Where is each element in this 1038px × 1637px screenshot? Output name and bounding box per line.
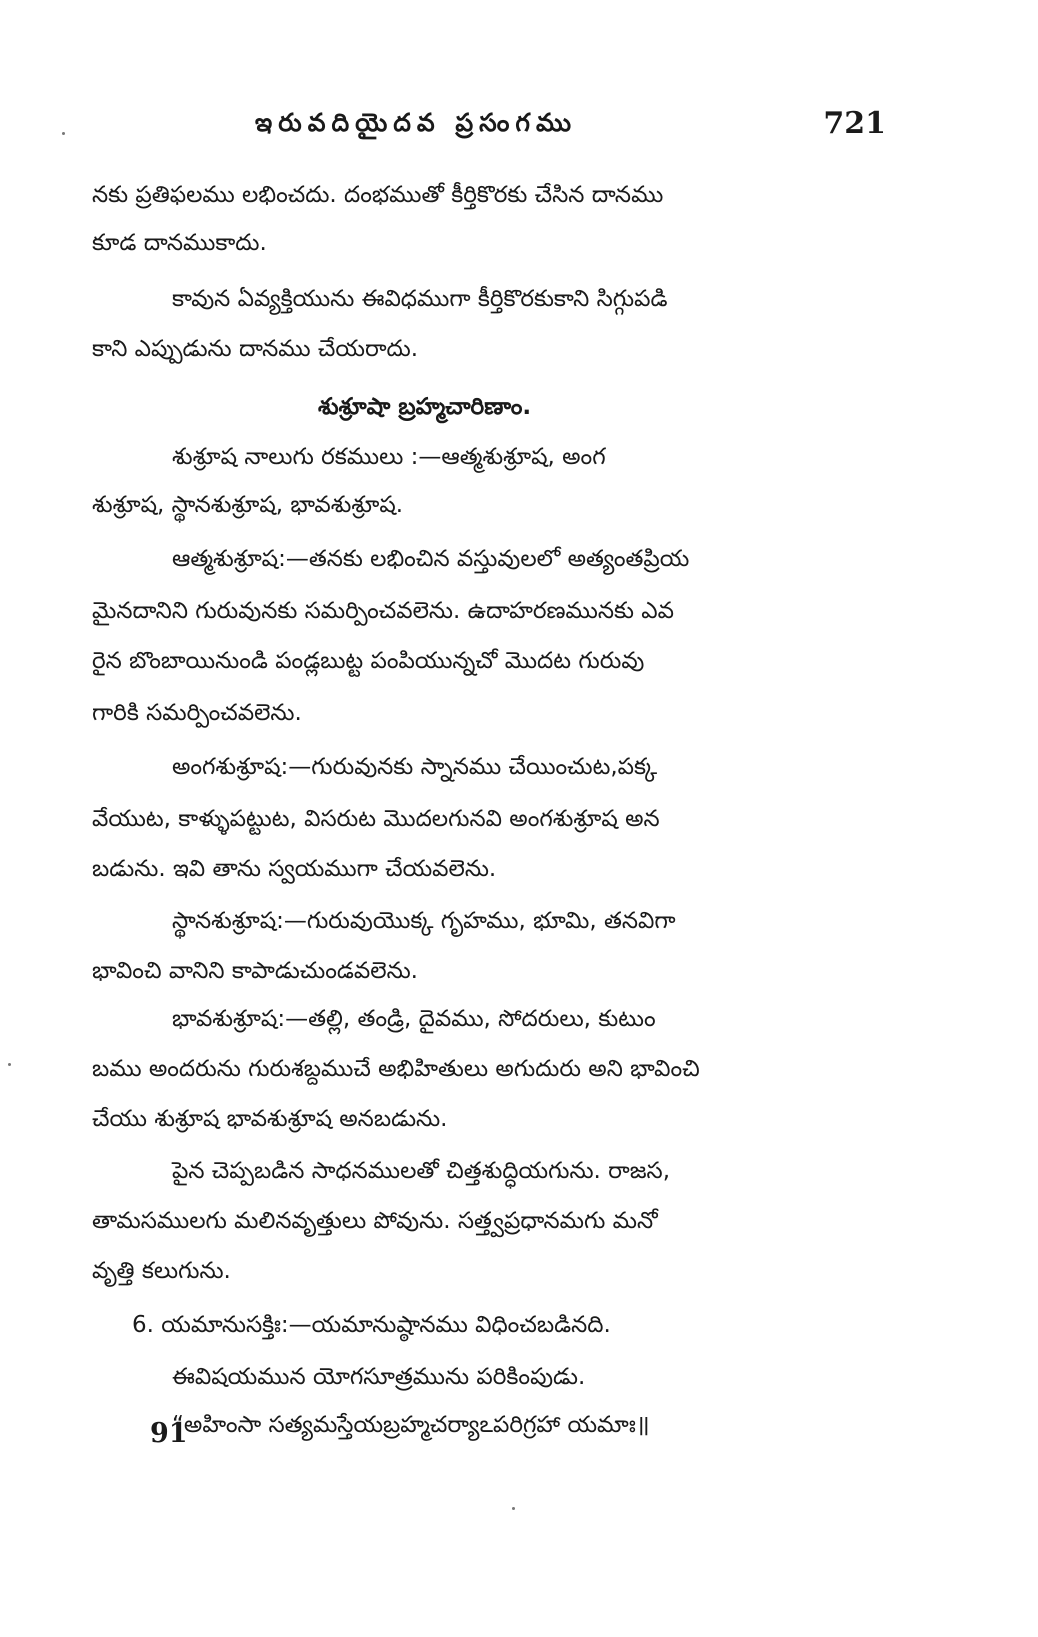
scan-speck — [62, 132, 65, 135]
paragraph-line: నకు ప్రతిఫలము లభించదు. దంభముతో కీర్తికొరకు చేసిన దానము — [92, 182, 664, 208]
paragraph-line: ఈవిషయమున యోగసూత్రమును పరికింపుడు. — [172, 1364, 586, 1390]
paragraph-line: కూడ దానముకాదు. — [92, 230, 267, 256]
chapter-title: ఇరువదియైదవ ప్రసంగము — [255, 108, 578, 137]
quotation-line: “అహింసా సత్యమస్తేయబ్రహ్మచర్యాఽపరిగ్రహా యమాః॥ — [172, 1412, 650, 1438]
running-header — [0, 108, 1038, 148]
page-number: 721 — [823, 106, 886, 141]
paragraph-line: కాని ఎప్పుడును దానము చేయరాదు. — [92, 336, 419, 362]
paragraph-line: పైన చెప్పబడిన సాధనములతో చిత్తశుద్ధియగును. రాజస, — [172, 1158, 671, 1184]
paragraph-line: 6. యమానుసక్తిః:—యమానుష్ఠానము విధించబడినది. — [132, 1312, 611, 1338]
paragraph-line: స్థానశుశ్రూష:—గురువుయొక్క గృహము, భూమి, తనవిగా — [172, 908, 676, 934]
paragraph-line: భావశుశ్రూష:—తల్లి, తండ్రి, దైవము, సోదరులు, కుటుం — [172, 1006, 656, 1032]
paragraph-line: చేయు శుశ్రూష భావశుశ్రూష అనబడును. — [92, 1106, 448, 1132]
paragraph-line: వేయుట, కాళ్ళుపట్టుట, విసరుట మొదలగునవి అంగశుశ్రూష అన — [92, 806, 660, 832]
signature-mark: 91 — [150, 1418, 188, 1449]
paragraph-line: రైన బొంబాయినుండి పండ్లబుట్ట పంపియున్నచో మొదట గురువు — [92, 648, 645, 674]
section-heading: శుశ్రూషా బ్రహ్మచారిణాం. — [318, 394, 532, 420]
paragraph-line: బడును. ఇవి తాను స్వయముగా చేయవలెను. — [92, 856, 497, 882]
paragraph-line: ఆత్మశుశ్రూష:—తనకు లభించిన వస్తువులలో అత్యంతప్రియ — [172, 546, 690, 572]
paragraph-line: తామసములగు మలినవృత్తులు పోవును. సత్త్వప్రధానమగు మనో — [92, 1208, 658, 1234]
paragraph-line: వృత్తి కలుగును. — [92, 1258, 231, 1284]
paragraph-line: భావించి వానిని కాపాడుచుండవలెను. — [92, 958, 418, 984]
paragraph-line: బము అందరును గురుశబ్దముచే అభిహితులు అగుదురు అని భావించి — [92, 1056, 700, 1082]
paragraph-line: శుశ్రూష, స్థానశుశ్రూష, భావశుశ్రూష. — [92, 492, 404, 518]
paragraph-line: గారికి సమర్పించవలెను. — [92, 700, 302, 726]
paragraph-line: కావున ఏవ్యక్తియును ఈవిధముగా కీర్తికొరకుకాని సిగ్గుపడి — [172, 286, 668, 312]
scan-speck — [8, 1063, 11, 1066]
paragraph-line: అంగశుశ్రూష:—గురువునకు స్నానము చేయించుట,పక్క — [172, 754, 658, 780]
paragraph-line: శుశ్రూష నాలుగు రకములు :—ఆత్మశుశ్రూష, అంగ — [172, 444, 606, 470]
scan-speck — [512, 1507, 515, 1510]
paragraph-line: మైనదానిని గురువునకు సమర్పించవలెను. ఉదాహరణమునకు ఎవ — [92, 598, 674, 624]
